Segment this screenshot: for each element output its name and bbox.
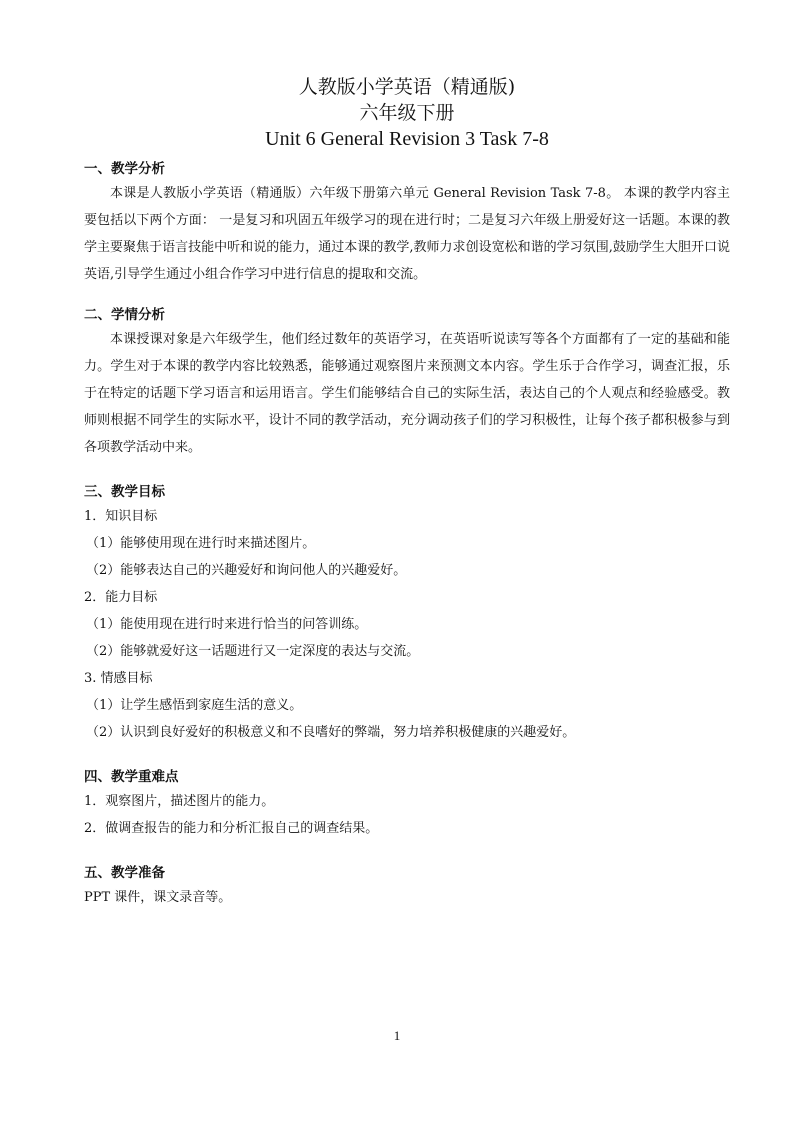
objective-item: （2）能够表达自己的兴趣爱好和询问他人的兴趣爱好。 <box>86 563 407 578</box>
section-heading: 三、教学目标 <box>84 484 165 500</box>
objective-item: （2）认识到良好爱好的积极意义和不良嗜好的弊端，努力培养积极健康的兴趣爱好。 <box>86 725 576 740</box>
section-heading: 一、教学分析 <box>84 161 165 177</box>
section-paragraph: 本课授课对象是六年级学生，他们经过数年的英语学习，在英语听说读写等各个方面都有了一定的基础和能力。学生对于本课的教学内容比较熟悉，能够通过观察图片来预测文本内容。学生乐于合作学习，调查汇报，乐于在特定的话题下学习语言和运用语言。学生们能够结合自己的实际生活，表达自己的个人观点和经验感受。教师则根据不同学生的实际水平，设计不同的教学活动，充分调动孩子们的学习积极性，让每个孩子都积极参与到各项教学活动中来。 <box>84 332 730 455</box>
difficulty-item: 1．观察图片，描述图片的能力。 <box>84 794 275 809</box>
objective-group-ability: 2．能力目标 <box>84 590 158 605</box>
spacer <box>84 746 730 766</box>
title-line-1: 人教版小学英语（精通版) <box>298 76 516 98</box>
section-student-analysis <box>84 304 730 461</box>
difficulty-item: 2．做调查报告的能力和分析汇报自己的调查结果。 <box>84 821 379 836</box>
objective-item: （1）能使用现在进行时来进行恰当的问答训练。 <box>86 617 368 632</box>
objective-item: （1）能够使用现在进行时来描述图片。 <box>86 536 316 551</box>
objective-item: （2）能够就爱好这一话题进行又一定深度的表达与交流。 <box>86 644 420 659</box>
objective-group-knowledge: 1．知识目标 <box>84 509 158 524</box>
spacer <box>84 288 730 304</box>
title-line-3: Unit 6 General Revision 3 Task 7-8 <box>265 128 549 150</box>
section-heading: 二、学情分析 <box>84 307 165 323</box>
objective-item: （1）让学生感悟到家庭生活的意义。 <box>86 698 303 713</box>
section-heading: 五、教学准备 <box>84 865 165 881</box>
section-paragraph: 本课是人教版小学英语（精通版）六年级下册第六单元 General Revision Task 7-8。 本课的教学内容主要包括以下两个方面： 一是复习和巩固五年级学习的现在进行时；二是复习六年级上册爱好这一话题。本课的教学主要聚焦于语言技能中听和说的能力，通过本课的教学,教师力求创设宽松和谐的学习氛围,鼓励学生大胆开口说英语,引导学生通过小组合作学习中进行信息的提取和交流。 <box>84 186 730 282</box>
objective-group-emotion: 3. 情感目标 <box>84 671 153 686</box>
page-number: 1 <box>393 1028 401 1043</box>
section-heading: 四、教学重难点 <box>84 769 179 785</box>
section-teaching-objectives <box>84 481 730 746</box>
preparation-text: PPT 课件，课文录音等。 <box>84 890 232 905</box>
document-title <box>84 74 730 152</box>
spacer <box>84 842 730 862</box>
section-key-difficulties <box>84 766 730 842</box>
title-line-2: 六年级下册 <box>359 102 455 124</box>
section-teaching-preparation <box>84 862 730 911</box>
spacer <box>84 461 730 481</box>
section-teaching-analysis <box>84 158 730 288</box>
